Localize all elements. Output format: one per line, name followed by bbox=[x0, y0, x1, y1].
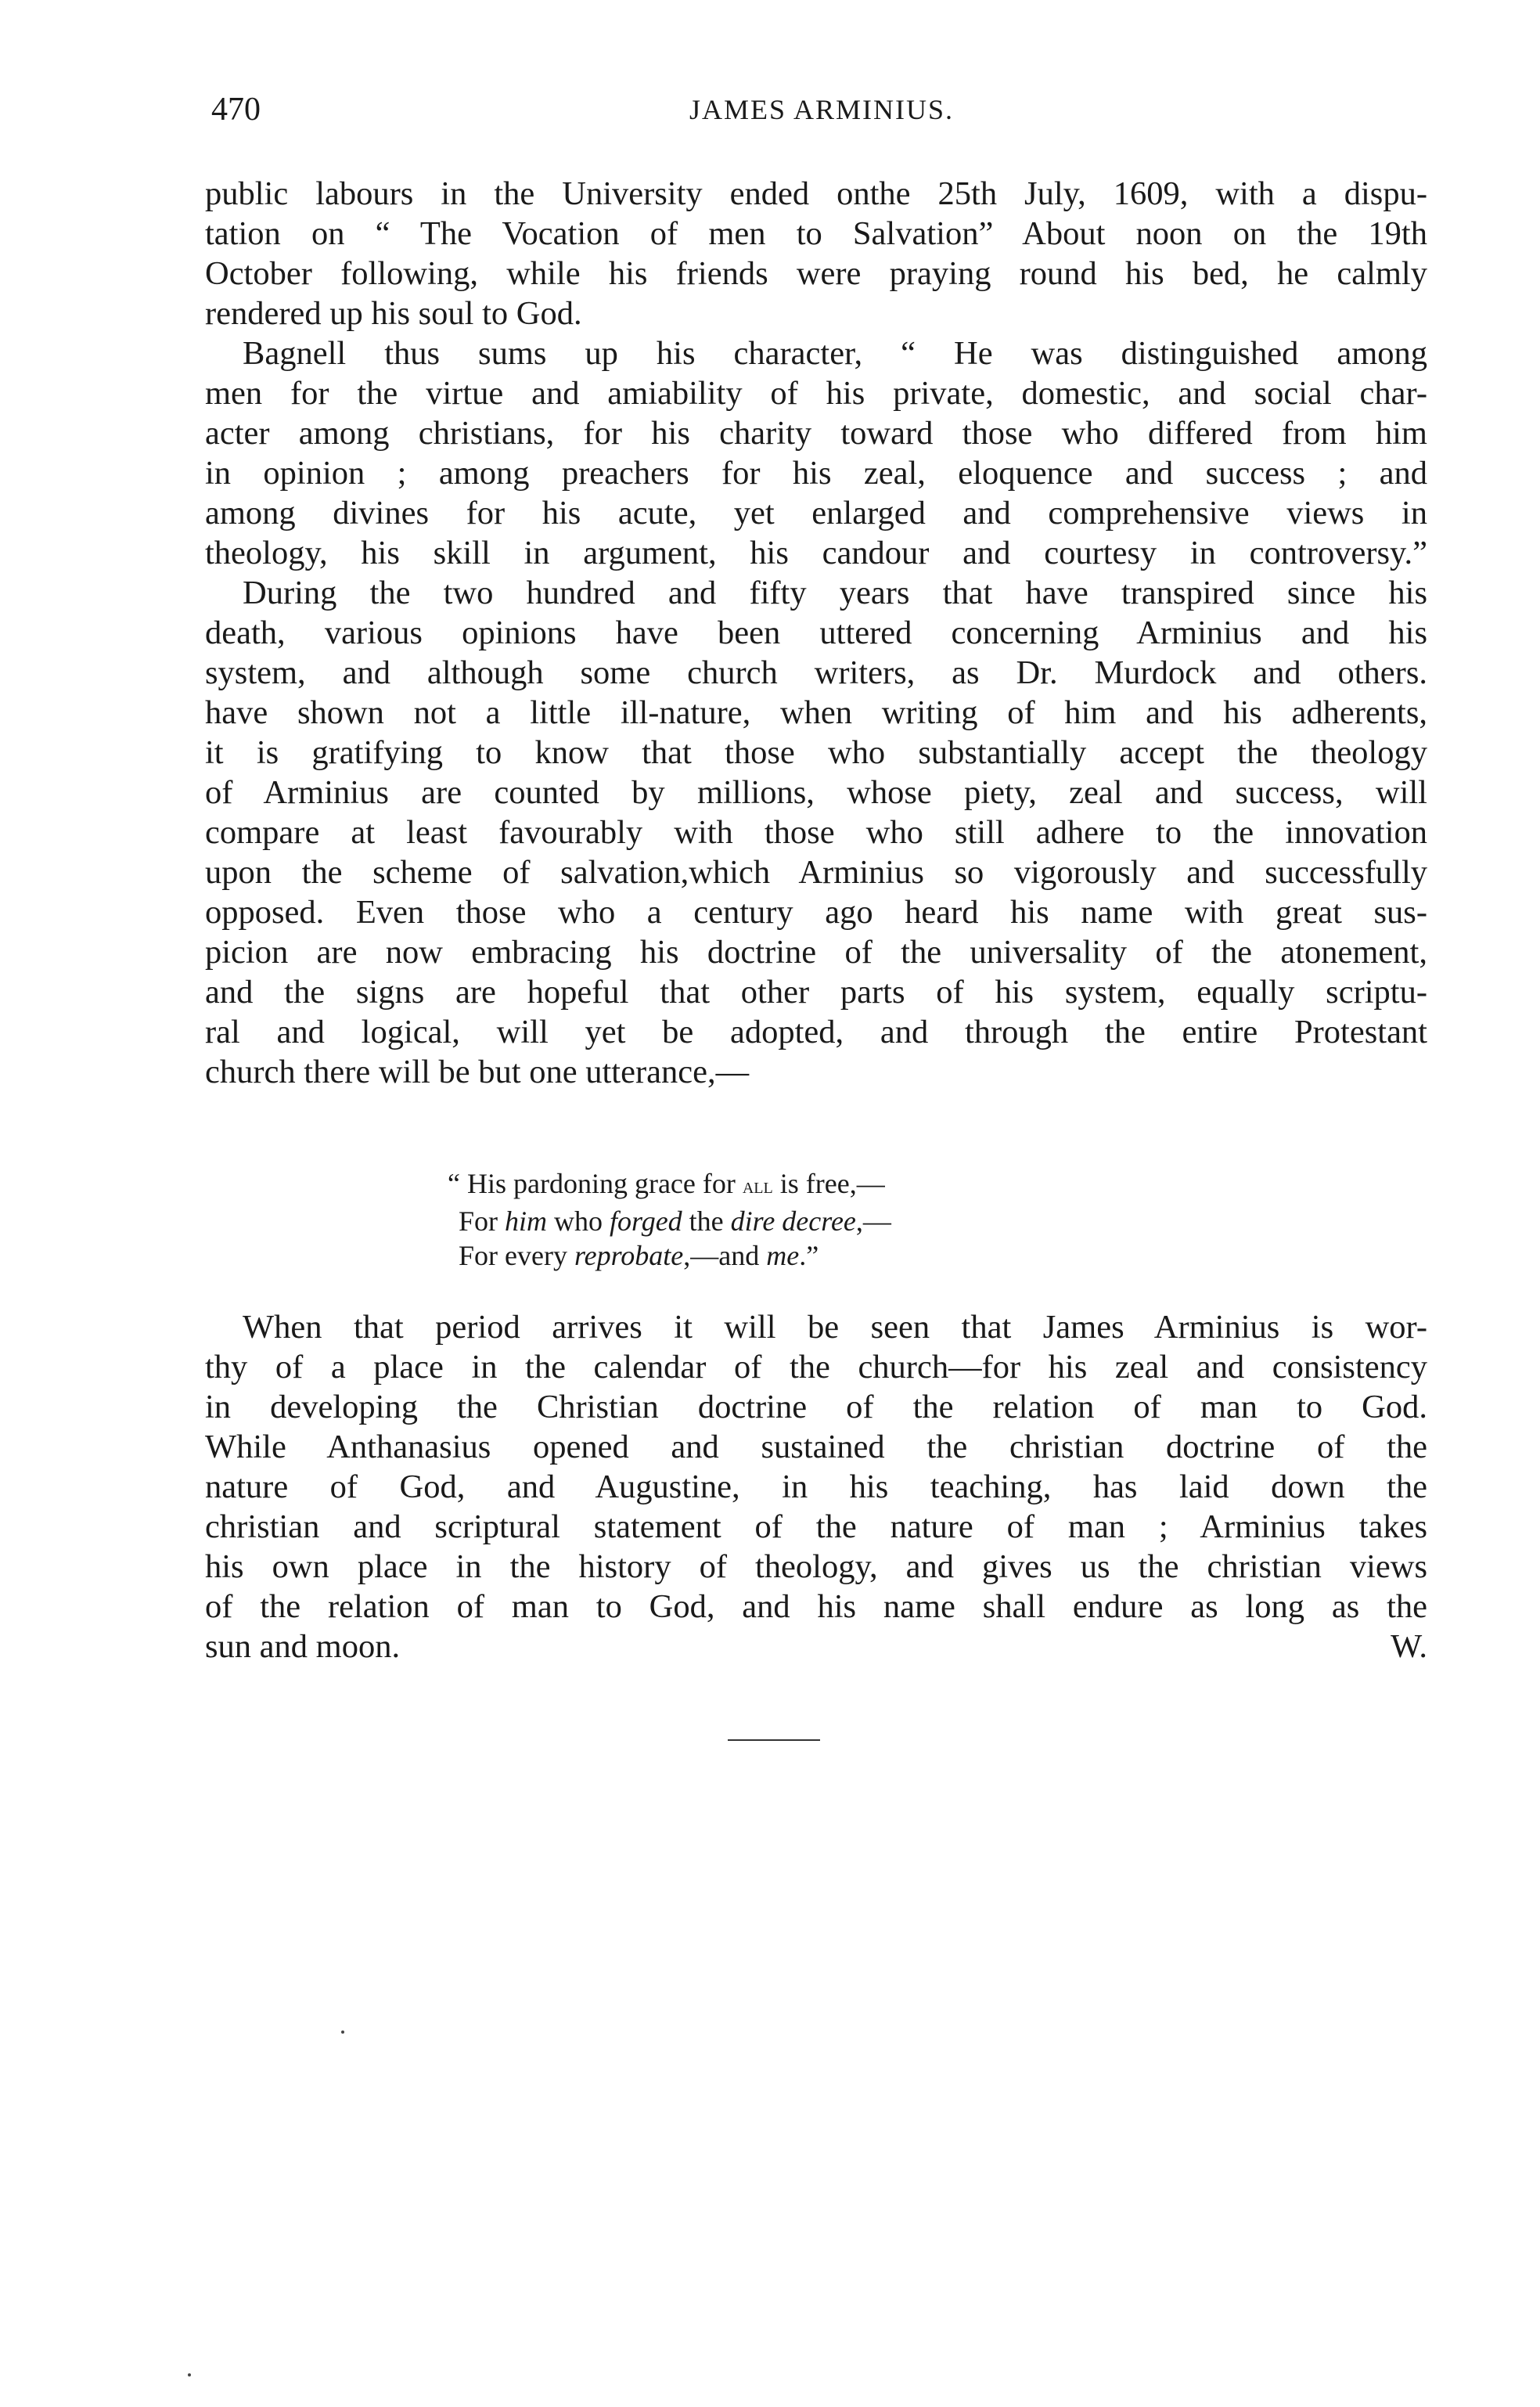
verse-text: For every bbox=[459, 1240, 574, 1271]
verse-text: For bbox=[459, 1205, 506, 1237]
text-line: have shown not a little ill-nature, when writing of him and his adherents, bbox=[205, 694, 1427, 731]
verse-italic: him bbox=[505, 1205, 548, 1237]
verse-small-caps: all bbox=[742, 1174, 773, 1198]
text-line: church there will be but one utterance,— bbox=[205, 1054, 750, 1090]
running-head: JAMES ARMINIUS. bbox=[689, 94, 955, 125]
verse-text: is free,— bbox=[772, 1168, 885, 1199]
text-line: sun and moon. bbox=[205, 1628, 401, 1665]
body-text-lower bbox=[205, 1307, 1427, 1667]
print-speck bbox=[188, 2373, 191, 2376]
text-line: Bagnell thus sums up his character, “ He was distinguished among bbox=[243, 335, 1427, 372]
text-line: of the relation of man to God, and his name shall endure as long as the bbox=[205, 1588, 1427, 1625]
text-line: thy of a place in the calendar of the church—for his zeal and consistency bbox=[205, 1349, 1427, 1385]
verse-line-3 bbox=[448, 1238, 1152, 1273]
text-line: During the two hundred and fifty years that have transpired since his bbox=[243, 575, 1427, 611]
verse-text: the bbox=[682, 1205, 731, 1237]
verse-text: ,—and bbox=[683, 1240, 767, 1271]
text-line: system, and although some church writers, as Dr. Murdock and others. bbox=[205, 654, 1427, 691]
text-line: picion are now embracing his doctrine of the universality of the atonement, bbox=[205, 934, 1427, 971]
text-line: death, various opinions have been uttered concerning Arminius and his bbox=[205, 614, 1427, 651]
text-line: While Anthanasius opened and sustained the christian doctrine of the bbox=[205, 1429, 1427, 1465]
verse-text: who bbox=[547, 1205, 610, 1237]
text-line: men for the virtue and amiability of his private, domestic, and social char- bbox=[205, 375, 1427, 412]
verse-line-2 bbox=[448, 1204, 1152, 1238]
text-line: his own place in the history of theology, and gives us the christian views bbox=[205, 1548, 1427, 1585]
verse-italic: reprobate bbox=[574, 1240, 684, 1271]
text-line: theology, his skill in argument, his candour and courtesy in controversy.” bbox=[205, 535, 1427, 571]
text-line: October following, while his friends were praying round his bed, he calmly bbox=[205, 255, 1427, 292]
body-text-upper bbox=[205, 174, 1427, 1092]
section-divider-rule bbox=[728, 1739, 820, 1741]
verse-text: “ His pardoning grace for bbox=[448, 1168, 743, 1199]
text-line: nature of God, and Augustine, in his teaching, has laid down the bbox=[205, 1468, 1427, 1505]
author-signature: W. bbox=[1391, 1628, 1427, 1665]
text-line: rendered up his soul to God. bbox=[205, 295, 582, 332]
verse-text: .” bbox=[799, 1240, 819, 1271]
text-line: When that period arrives it will be seen that James Arminius is wor- bbox=[243, 1309, 1427, 1346]
text-line: in opinion ; among preachers for his zeal, eloquence and success ; and bbox=[205, 455, 1427, 492]
verse-italic: me bbox=[766, 1240, 800, 1271]
text-line: public labours in the University ended onthe 25th July, 1609, with a dispu- bbox=[205, 175, 1427, 212]
page-number: 470 bbox=[211, 92, 261, 128]
text-line: and the signs are hopeful that other parts of his system, equally scriptu- bbox=[205, 974, 1427, 1011]
verse-italic: dire decree bbox=[730, 1205, 856, 1237]
text-line: among divines for his acute, yet enlarged and comprehensive views in bbox=[205, 495, 1427, 531]
text-line: acter among christians, for his charity toward those who differed from him bbox=[205, 415, 1427, 452]
text-line: it is gratifying to know that those who substantially accept the theology bbox=[205, 734, 1427, 771]
text-line: compare at least favourably with those who still adhere to the innovation bbox=[205, 814, 1427, 851]
text-line: of Arminius are counted by millions, whose piety, zeal and success, will bbox=[205, 774, 1427, 811]
verse-line-1 bbox=[448, 1166, 1152, 1204]
verse-text: ,— bbox=[855, 1205, 891, 1237]
text-line: ral and logical, will yet be adopted, and through the entire Protestant bbox=[205, 1014, 1427, 1050]
closing-line bbox=[205, 1627, 1427, 1667]
page-header bbox=[211, 86, 1432, 133]
text-line: in developing the Christian doctrine of the relation of man to God. bbox=[205, 1389, 1427, 1425]
quoted-verse bbox=[448, 1166, 1152, 1273]
print-speck bbox=[341, 2030, 344, 2034]
text-line: christian and scriptural statement of the nature of man ; Arminius takes bbox=[205, 1508, 1427, 1545]
text-line: upon the scheme of salvation,which Arminius so vigorously and successfully bbox=[205, 854, 1427, 891]
verse-italic: forged bbox=[610, 1205, 682, 1237]
text-line: opposed. Even those who a century ago heard his name with great sus- bbox=[205, 894, 1427, 931]
text-line: tation on “ The Vocation of men to Salvation” About noon on the 19th bbox=[205, 215, 1427, 252]
